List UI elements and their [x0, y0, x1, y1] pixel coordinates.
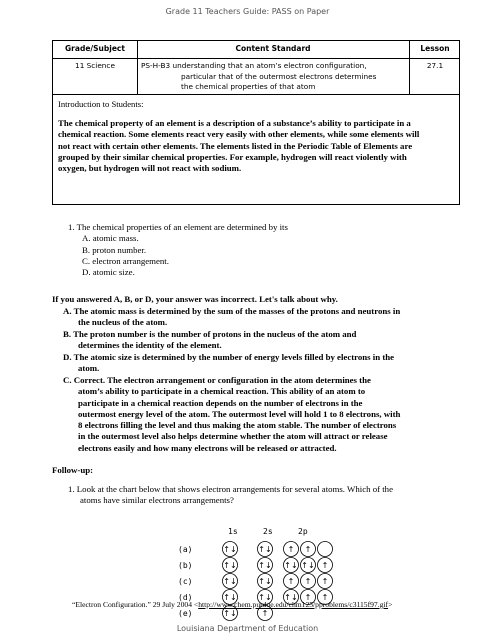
orbital-box — [284, 542, 299, 557]
electron-arrows: ↑↓ — [258, 545, 272, 554]
page-header: Grade 11 Teachers Guide: PASS on Paper — [165, 7, 330, 16]
table-header-row — [53, 41, 459, 59]
standards-table — [52, 40, 460, 205]
standard-line: particular that of the outermost electrons determines — [181, 71, 377, 81]
explanation-line: determines the identity of the element. — [78, 340, 222, 351]
orbital-box — [301, 542, 316, 557]
orbital-box — [301, 558, 316, 573]
orbital-box — [284, 574, 299, 589]
explanation-d — [63, 352, 475, 375]
row-label: (e) — [178, 609, 193, 618]
answer-option-a: A. atomic mass. — [82, 233, 139, 244]
electron-arrows: ↑↓ — [284, 593, 298, 602]
standard-line: PS-H-B3 understanding that an atom’s electron configuration, — [141, 61, 367, 70]
intro-line: grouped by their similar chemical properties. For example, hydrogen will react violently with — [58, 151, 407, 162]
orbital-box — [258, 542, 273, 557]
row-label: (a) — [178, 545, 193, 554]
electron-arrows: ↑↓ — [284, 561, 298, 570]
page-footer: Louisiana Department of Education — [176, 624, 319, 633]
explanation-line: in the outermost level also helps determine whether the atom will attract or release — [78, 431, 388, 442]
row-label: (d) — [178, 593, 193, 602]
citation — [72, 600, 392, 609]
incorrect-answer-note: If you answered A, B, or D, your answer was incorrect. Let's talk about why. — [52, 294, 338, 304]
col-content-standard-header: Content Standard — [235, 44, 311, 53]
orbital-box — [301, 574, 316, 589]
table-divider — [137, 41, 138, 94]
electron-arrows: ↑ — [304, 593, 312, 602]
answer-option-b: B. proton number. — [82, 244, 147, 255]
explanation-line: C. Correct. The electron arrangement or configuration in the atom determines the — [63, 375, 371, 385]
electron-arrows: ↑↓ — [258, 561, 272, 570]
explanation-line: outermost energy level of the atom. The outermost level will hold 1 to 8 electrons, with — [78, 408, 401, 419]
citation-text: “Electron Configuration.” 29 July 2004 < — [72, 600, 199, 609]
electron-arrows: ↑↓ — [223, 545, 237, 554]
electron-arrows: ↑ — [304, 545, 312, 554]
explanation-b — [63, 329, 475, 352]
grade-subject-cell: 11 Science — [75, 61, 115, 70]
orbital-column-label: 2s — [263, 527, 273, 536]
electron-arrows: ↑ — [287, 577, 295, 586]
orbital-box — [258, 558, 273, 573]
electron-arrows: ↑↓ — [258, 577, 272, 586]
electron-arrows: ↑↓ — [223, 561, 237, 570]
explanation-line: D. The atomic size is determined by the number of energy levels filled by electrons in the — [63, 352, 395, 362]
orbital-box — [284, 558, 299, 573]
intro-paragraph — [58, 118, 456, 174]
orbital-box — [223, 542, 238, 557]
explanation-a — [63, 306, 475, 329]
answer-option-c: C. electron arrangement. — [82, 255, 169, 266]
orbital-box — [318, 574, 333, 589]
content-standard-cell — [141, 61, 376, 93]
standard-line: the chemical properties of that atom — [181, 82, 316, 91]
electron-arrows: ↑ — [321, 561, 329, 570]
intro-line: not react with certain other elements. The elements listed in the Periodic Table of Elements are — [58, 140, 413, 151]
electron-arrows: ↑ — [287, 545, 295, 554]
explanation-line: A. The atomic mass is determined by the sum of the masses of the protons and neutrons in — [63, 306, 401, 316]
explanation-line: 8 electrons filling the level and thus making the atom stable. The number of electrons — [78, 420, 397, 431]
explanation-line: participate in a chemical reaction depends on the number of electrons in the — [78, 397, 363, 408]
followup-question — [68, 484, 458, 507]
intro-line: oxygen, but hydrogen will not react with sodium. — [58, 163, 242, 174]
electron-arrows: ↑↓ — [301, 561, 315, 570]
intro-line: chemical reaction. Some elements react very easily with other elements, while some elements will — [58, 129, 420, 140]
question-stem: 1. The chemical properties of an element are determined by its — [68, 222, 288, 232]
electron-arrows: ↑ — [321, 593, 329, 602]
citation-link[interactable]: http://www.chem.purdue.edu/chm125/pproblems/c3115f97.gif — [198, 600, 389, 609]
explanation-line: B. The proton number is the number of protons in the nucleus of the atom and — [63, 329, 357, 339]
answer-option-d: D. atomic size. — [82, 267, 135, 278]
orbital-box — [318, 542, 333, 557]
col-grade-subject-header: Grade/Subject — [65, 44, 125, 53]
electron-arrows: ↑↓ — [223, 609, 237, 618]
row-label: (b) — [178, 561, 193, 570]
electron-arrows: ↑ — [261, 609, 269, 618]
table-divider — [409, 41, 410, 94]
electron-arrows: ↑ — [304, 577, 312, 586]
explanation-line: the nucleus of the atom. — [78, 317, 168, 328]
electron-arrows: ↑ — [321, 577, 329, 586]
electron-arrows: ↑↓ — [258, 593, 272, 602]
orbital-box — [223, 574, 238, 589]
intro-line: The chemical property of an element is a description of a substance’s ability to participate in a — [58, 118, 411, 128]
followup-label: Follow-up: — [52, 465, 94, 475]
lesson-cell: 27.1 — [426, 61, 444, 70]
orbital-column-label: 1s — [228, 527, 238, 536]
explanation-line: electrons easily and how many electrons will be released or attracted. — [78, 442, 337, 453]
electron-arrows: ↑↓ — [223, 593, 237, 602]
row-label: (c) — [178, 577, 193, 586]
intro-label: Introduction to Students: — [58, 99, 144, 109]
followup-line: atoms have similar electrons arrangements? — [80, 495, 234, 506]
orbital-box — [318, 558, 333, 573]
explanation-line: atom’s ability to participate in a chemical reaction. This ability of an atom to — [78, 386, 366, 397]
question-1 — [68, 222, 288, 278]
explanation-c — [63, 375, 475, 454]
orbital-column-label: 2p — [298, 527, 308, 536]
followup-line: 1. Look at the chart below that shows electron arrangements for several atoms. Which of the — [68, 484, 393, 494]
table-data-row — [53, 58, 459, 95]
citation-close: > — [388, 600, 393, 609]
orbital-box — [258, 574, 273, 589]
col-lesson-header: Lesson — [420, 44, 450, 53]
electron-arrows: ↑↓ — [223, 577, 237, 586]
orbital-box — [223, 558, 238, 573]
explanation-line: atom. — [78, 363, 100, 374]
